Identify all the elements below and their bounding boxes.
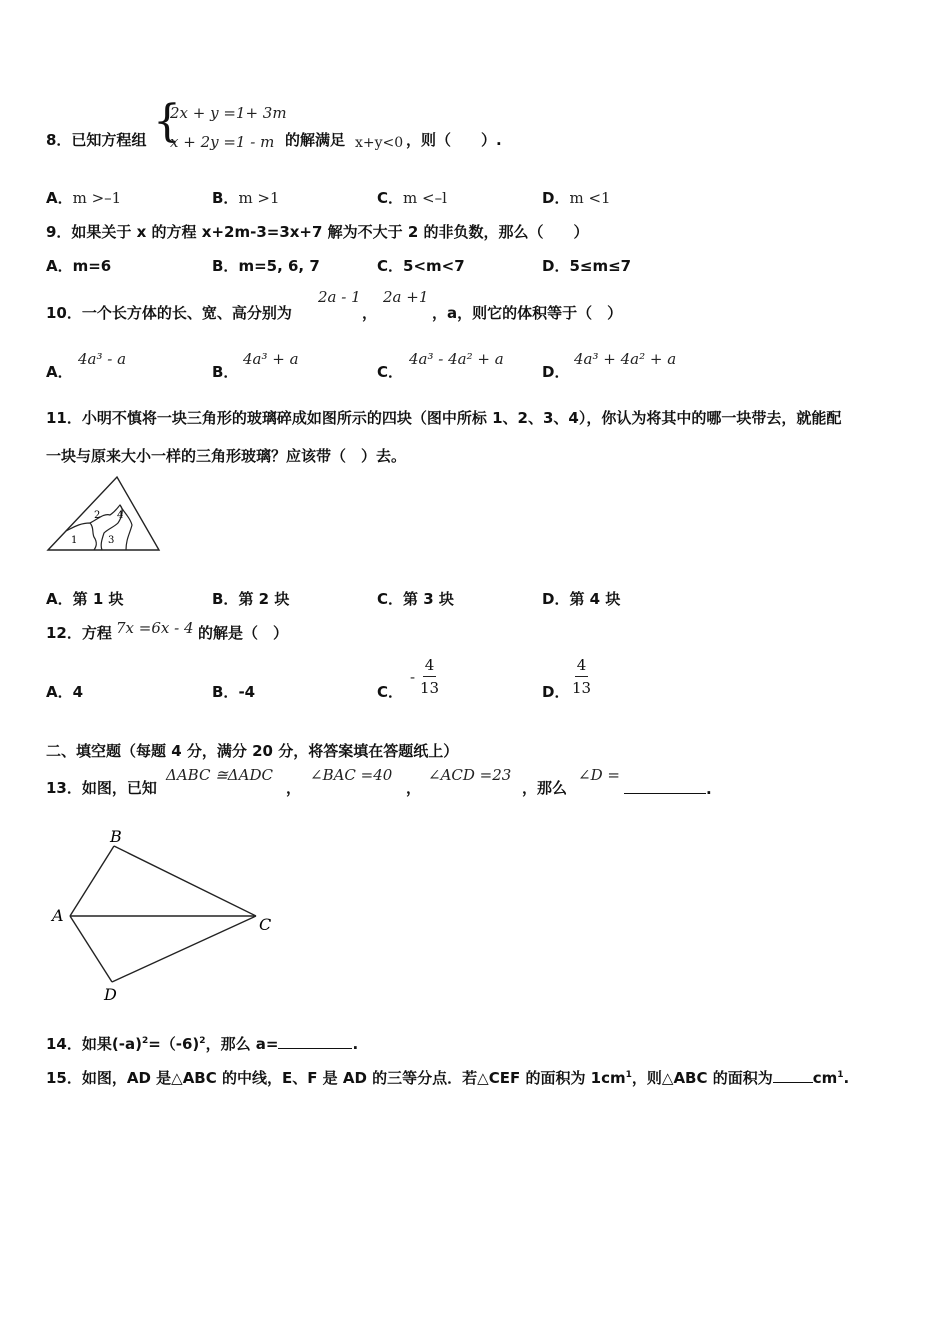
q10-option-d-value[interactable]: 4a³ + 4a² + a	[574, 350, 677, 368]
q10-option-b-value[interactable]: 4a³ + a	[243, 350, 299, 368]
q15-answer-blank[interactable]	[773, 1068, 813, 1083]
q13-label-a: A	[52, 906, 64, 925]
q10-option-c[interactable]: C．	[377, 363, 404, 381]
q11-option-c[interactable]: C．第 3 块	[377, 590, 454, 608]
q8-equation-2: x + 2y =1 - m	[170, 133, 275, 151]
q9-option-b[interactable]: B．m=5, 6, 7	[212, 257, 320, 275]
q9-option-c[interactable]: C．5<m<7	[377, 257, 465, 275]
q12-tail-text: 的解是（ ）	[198, 624, 289, 642]
q13-label-c: C	[259, 915, 272, 934]
q12-option-c-fraction[interactable]	[420, 656, 439, 697]
q14-text: 14．如果$(-a)^2=(-6)^2$，那么 a= .	[46, 1035, 359, 1053]
q13-expr-angle-acd: ∠ACD =23	[428, 766, 512, 784]
q15-text: 15．如图，AD 是△ABC 的中线，E、F 是 AD 的三等分点．若△CEF 的面积为 $1cm^1$，则△ABC 的面积为 $cm^1$.	[46, 1069, 850, 1087]
q11-broken-triangle-figure	[44, 473, 164, 555]
q8-option-d[interactable]: D．m <1	[542, 189, 611, 207]
q13-answer-blank[interactable]	[624, 777, 712, 798]
q11-fig-label-2: 2	[94, 510, 101, 521]
q11-fig-label-4: 4	[117, 510, 124, 521]
q8-condition: x+y<0	[355, 135, 404, 151]
q12-option-d-numerator: 4	[575, 656, 589, 677]
q9-option-a[interactable]: A．m=6	[46, 257, 112, 275]
q12-option-c[interactable]: C．	[377, 683, 404, 701]
q13-expr-angle-bac: ∠BAC =40	[310, 766, 393, 784]
q11-text-line-2: 一块与原来大小一样的三角形玻璃？应该带（ ）去。	[46, 447, 407, 465]
q10-option-b[interactable]: B．	[212, 363, 239, 381]
q12-option-d-denominator: 13	[572, 679, 592, 697]
q12-option-c-sign[interactable]: -	[410, 668, 416, 686]
q13-mid-text: ，那么	[522, 779, 568, 797]
q14-answer-blank[interactable]	[278, 1034, 352, 1049]
q11-triangle-outline	[48, 477, 159, 550]
q13-label-b: B	[110, 827, 122, 846]
q10-option-d[interactable]: D．	[542, 363, 570, 381]
q8-mid-text: 的解满足	[285, 131, 346, 149]
q13-sep-1: ，	[286, 779, 302, 797]
q8-system-brace: {	[153, 96, 181, 147]
q11-option-d[interactable]: D．第 4 块	[542, 590, 621, 608]
q8-equation-1: 2x + y =1+ 3m	[170, 104, 287, 122]
q13-side-ad	[70, 916, 112, 982]
q10-comma: ，	[362, 304, 378, 322]
q9-option-d[interactable]: D．5≤m≤7	[542, 257, 632, 275]
q12-option-d[interactable]: D．	[542, 683, 570, 701]
q8-number-text: 8．已知方程组	[46, 131, 147, 149]
q10-option-a-value[interactable]: 4a³ - a	[78, 350, 127, 368]
q11-fig-label-1: 1	[71, 535, 78, 546]
q13-expr-congruent: ΔABC ≅ΔADC	[166, 766, 273, 784]
q10-option-c-value[interactable]: 4a³ - 4a² + a	[409, 350, 504, 368]
q9-text: 9．如果关于 x 的方程 x+2m-3=3x+7 解为不大于 2 的非负数，那么（ ）	[46, 223, 589, 241]
q8-tail-text: ，则（ ）.	[406, 131, 502, 149]
q12-option-c-numerator: 4	[423, 656, 437, 677]
q13-side-bc	[114, 846, 256, 916]
q13-label-d: D	[104, 985, 117, 1004]
q13-end-period: .	[706, 780, 712, 798]
q11-text-line-1: 11．小明不慎将一块三角形的玻璃碎成如图所示的四块（图中所标 1、2、3、4），你认为将其中的哪一块带去，就能配	[46, 409, 842, 427]
q12-option-d-fraction[interactable]	[572, 656, 591, 697]
q11-option-b[interactable]: B．第 2 块	[212, 590, 290, 608]
q12-number-text: 12．方程	[46, 624, 112, 642]
q13-side-dc	[112, 916, 256, 982]
q12-option-a[interactable]: A．4	[46, 683, 84, 701]
q11-option-a[interactable]: A．第 1 块	[46, 590, 124, 608]
q13-quadrilateral-figure	[46, 822, 282, 1006]
q10-expr-1: 2a - 1	[318, 288, 361, 306]
q10-option-a[interactable]: A．	[46, 363, 73, 381]
q10-expr-2: 2a +1	[383, 288, 429, 306]
q8-option-c[interactable]: C．m <–l	[377, 189, 447, 207]
q13-number-text: 13．如图，已知	[46, 779, 157, 797]
q8-option-a[interactable]: A．m >–1	[46, 189, 122, 207]
q13-expr-angle-d: ∠D =	[578, 766, 620, 784]
q13-side-ab	[70, 846, 114, 916]
q12-option-b[interactable]: B．-4	[212, 683, 256, 701]
q8-option-b[interactable]: B．m >1	[212, 189, 280, 207]
q10-tail-text: ，a，则它的体积等于（ ）	[432, 304, 623, 322]
q11-fig-label-3: 3	[108, 535, 115, 546]
q13-sep-2: ，	[406, 779, 422, 797]
q10-number-text: 10．一个长方体的长、宽、高分别为	[46, 304, 292, 322]
q12-equation: 7x =6x - 4	[116, 619, 194, 637]
section-2-title: 二、填空题（每题 4 分，满分 20 分，将答案填在答题纸上）	[46, 742, 459, 760]
q12-option-c-denominator: 13	[420, 679, 440, 697]
